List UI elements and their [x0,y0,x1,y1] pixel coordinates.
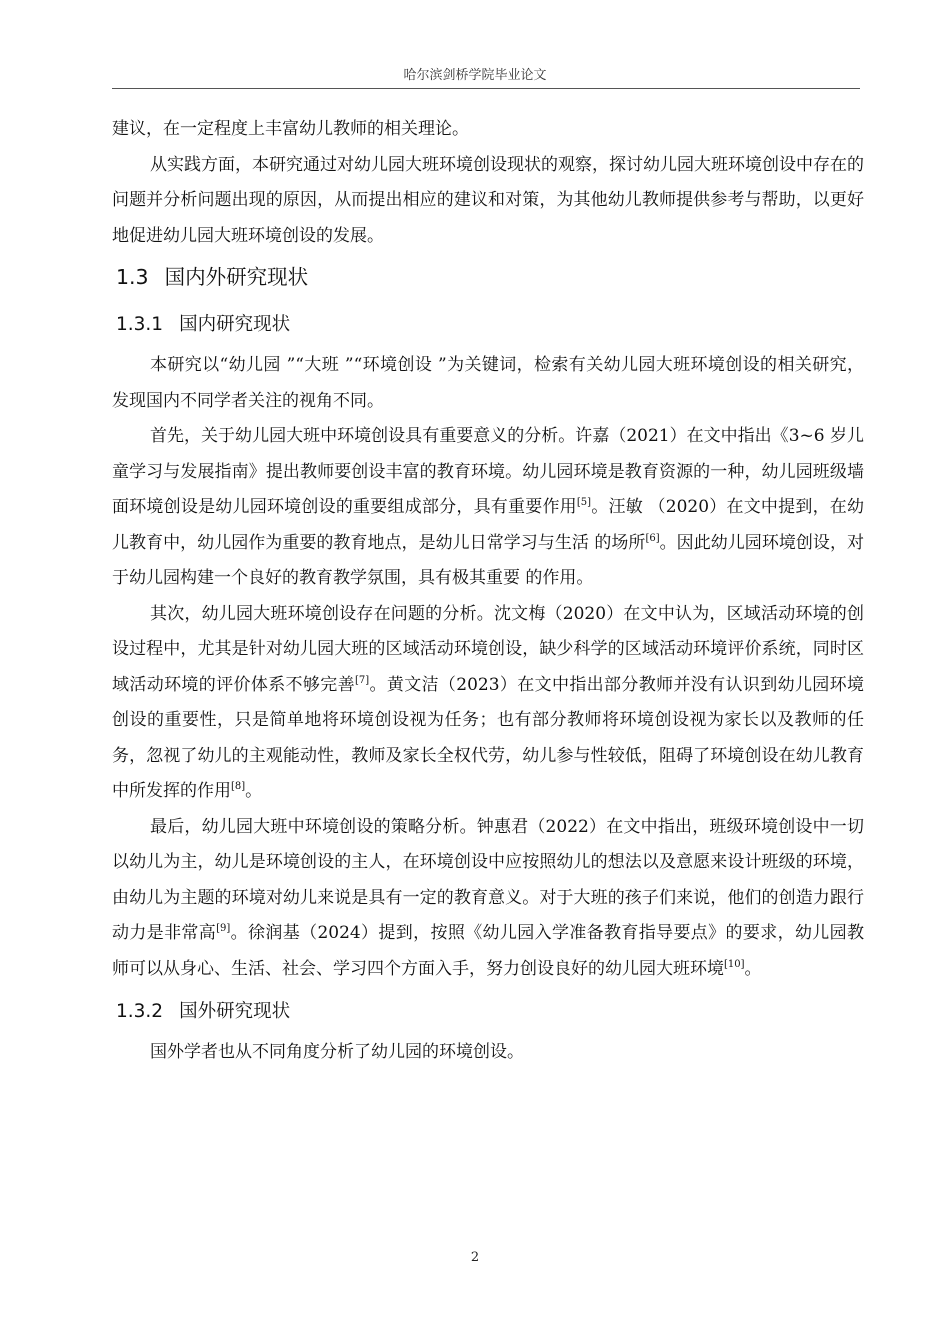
text-run: 。徐润基（2024）提到，按照《幼儿园入学准备教育指导要点》的要求，幼儿园教师可以从身心、生活、社会、学习四个方面入手，努力创设良好的幼儿园大班环境 [112,923,865,979]
section-title: 国内外研究现状 [164,265,309,289]
text-run: 。黄文洁（2023）在文中指出部分教师并没有认识到幼儿园环境创设的重要性，只是简单地将环境创设视为任务；也有部分教师将环境创设视为家长以及教师的任务，忽视了幼儿的主观能动性，教师及家长全权代劳，幼儿参与性较低，阻碍了环境创设在幼儿教育中所发挥的作用 [112,674,865,801]
citation-10: [10] [724,958,745,970]
text-run: 首先，关于幼儿园大班中环境创设具有重要意义的分析。许嘉（2021）在文中指出《3~6 岁儿童学习与发展指南》提出教师要创设丰富的教育环境。幼儿园环境是教育资源的一种，幼儿园班级墙面环境创设是幼儿园环境创设的重要组成部分，具有重要作用 [112,426,864,517]
paragraph-foreign: 国外学者也从不同角度分析了幼儿园的环境创设。 [150,1042,524,1062]
citation-6: [6] [645,532,660,544]
section-number: 1.3 [116,265,149,289]
citation-8: [8] [231,781,246,792]
citation-9: [9] [216,923,231,934]
paragraph-significance [112,419,864,597]
subsection-number: 1.3.1 [116,314,164,335]
subsection-heading-1-3-2 [116,989,864,1035]
page-body [112,112,864,1071]
subsection-heading-1-3-1 [116,302,864,348]
section-heading-1-3 [116,256,864,298]
text-run: 。因此幼儿园环境创设，对于幼儿园构建一个良好的教育教学氛围，具有极其重要 的作用。 [112,532,864,588]
paragraph-problems [112,597,864,810]
paragraph-continued: 建议，在一定程度上丰富幼儿教师的相关理论。 [112,119,469,139]
paragraph-keywords: 本研究以“幼儿园 ”“大班 ”“环境创设 ”为关键词，检索有关幼儿园大班环境创设的相关研究，发现国内不同学者关注的视角不同。 [112,355,864,411]
subsection-title: 国内研究现状 [179,314,291,335]
paragraph-strategies [112,810,864,988]
subsection-title: 国外研究现状 [179,1001,291,1022]
text-run: 。汪敏 （2020）在文中提到，在幼儿教育中，幼儿园作为重要的教育地点，是幼儿日常学习与生活 的场所 [112,497,864,553]
text-run: 。 [245,781,263,801]
citation-7: [7] [354,674,370,686]
header-rule [112,88,860,89]
text-run: 最后，幼儿园大班中环境创设的策略分析。钟惠君（2022）在文中指出，班级环境创设中一切以幼儿为主，幼儿是环境创设的主人，在环境创设中应按照幼儿的想法以及意愿来设计班级的环境，由幼儿为主题的环境对幼儿来说是具有一定的教育意义。对于大班的孩子们来说，他们的创造力跟行动力是非常高 [112,816,864,943]
paragraph-practice: 从实践方面，本研究通过对幼儿园大班环境创设现状的观察，探讨幼儿园大班环境创设中存在的问题并分析问题出现的原因，从而提出相应的建议和对策，为其他幼儿教师提供参考与帮助，以更好地促进幼儿园大班环境创设的发展。 [112,154,864,246]
citation-5: [5] [576,497,592,508]
subsection-number: 1.3.2 [116,1001,164,1022]
text-run: 其次，幼儿园大班环境创设存在问题的分析。沈文梅（2020）在文中认为，区域活动环境的创设过程中，尤其是针对幼儿园大班的区域活动环境创设，缺少科学的区域活动环境评价系统，同时区域活动环境的评价体系不够完善 [112,603,864,695]
running-header: 哈尔滨剑桥学院毕业论文 [403,68,547,83]
page-number: 2 [470,1250,480,1265]
text-run: 。 [744,958,762,979]
